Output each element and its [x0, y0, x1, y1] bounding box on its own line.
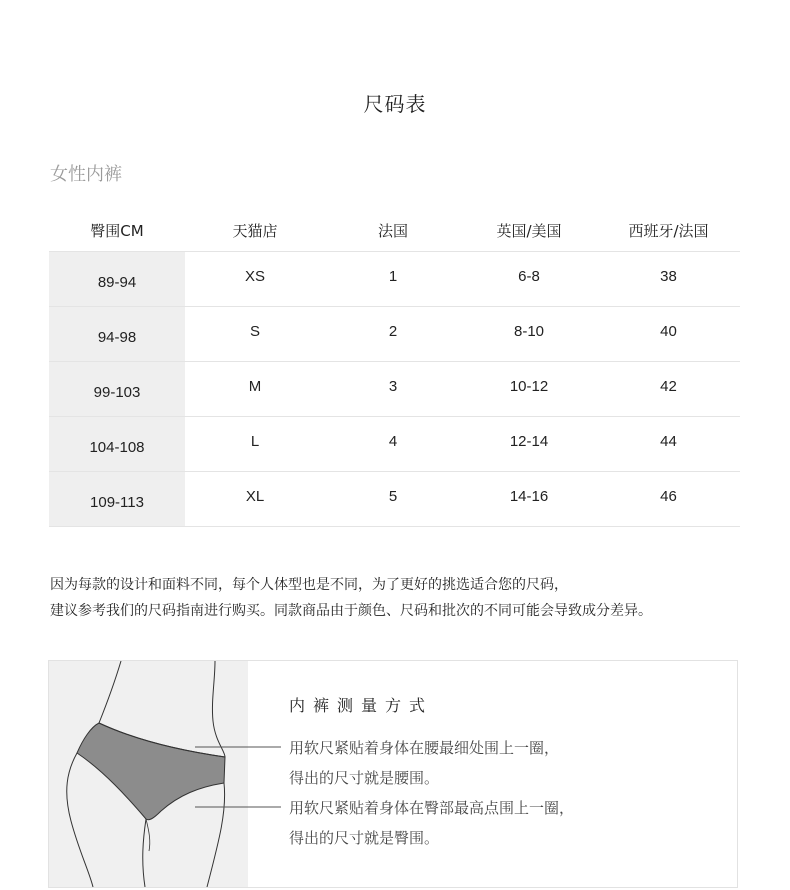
measurement-guide [48, 660, 738, 888]
uk-us-size-cell: 14-16 [461, 472, 597, 527]
france-size-cell: 4 [325, 417, 461, 472]
hip-cell: 94-98 [49, 307, 185, 362]
hip-instruction-line-2: 得出的尺寸就是臀围。 [289, 829, 440, 847]
waist-instruction-line-2: 得出的尺寸就是腰围。 [289, 769, 440, 787]
tmall-size-cell: M [185, 362, 325, 417]
table-row [49, 417, 740, 472]
brief-shape [77, 723, 225, 820]
spain-france-size-cell: 38 [597, 252, 740, 307]
column-header-hip: 臀围CM [49, 209, 185, 252]
body-figure-illustration [49, 661, 248, 887]
hip-cell: 89-94 [49, 252, 185, 307]
spain-france-size-cell: 42 [597, 362, 740, 417]
table-row [49, 307, 740, 362]
france-size-cell: 3 [325, 362, 461, 417]
column-header-uk-us: 英国/美国 [461, 209, 597, 252]
hip-cell: 109-113 [49, 472, 185, 527]
hip-instruction [289, 793, 574, 853]
table-header-row [49, 209, 740, 252]
tmall-size-cell: L [185, 417, 325, 472]
tmall-size-cell: XL [185, 472, 325, 527]
france-size-cell: 5 [325, 472, 461, 527]
hip-cell: 104-108 [49, 417, 185, 472]
note-line-1: 因为每款的设计和面料不同，每个人体型也是不同，为了更好的挑选适合您的尺码， [50, 577, 568, 593]
spain-france-size-cell: 44 [597, 417, 740, 472]
column-header-spain-france: 西班牙/法国 [597, 209, 740, 252]
uk-us-size-cell: 12-14 [461, 417, 597, 472]
size-note [50, 572, 652, 624]
france-size-cell: 1 [325, 252, 461, 307]
page-title: 尺码表 [363, 92, 427, 116]
tmall-size-cell: XS [185, 252, 325, 307]
hip-instruction-line-1: 用软尺紧贴着身体在臀部最高点围上一圈， [289, 799, 575, 817]
size-table [49, 209, 740, 527]
table-row [49, 362, 740, 417]
note-line-2: 建议参考我们的尺码指南进行购买。同款商品由于颜色、尺码和批次的不同可能会导致成分差异。 [50, 603, 652, 619]
spain-france-size-cell: 46 [597, 472, 740, 527]
spain-france-size-cell: 40 [597, 307, 740, 362]
hip-cell: 99-103 [49, 362, 185, 417]
column-header-tmall: 天猫店 [185, 209, 325, 252]
waist-instruction-line-1: 用软尺紧贴着身体在腰最细处围上一圈， [289, 739, 560, 757]
uk-us-size-cell: 8-10 [461, 307, 597, 362]
table-row [49, 472, 740, 527]
column-header-france: 法国 [325, 209, 461, 252]
section-title: 女性内裤 [50, 164, 122, 185]
measure-title: 内裤测量方式 [289, 696, 434, 715]
table-row [49, 252, 740, 307]
uk-us-size-cell: 6-8 [461, 252, 597, 307]
figure-panel [49, 661, 248, 887]
france-size-cell: 2 [325, 307, 461, 362]
waist-instruction [289, 733, 559, 793]
uk-us-size-cell: 10-12 [461, 362, 597, 417]
tmall-size-cell: S [185, 307, 325, 362]
